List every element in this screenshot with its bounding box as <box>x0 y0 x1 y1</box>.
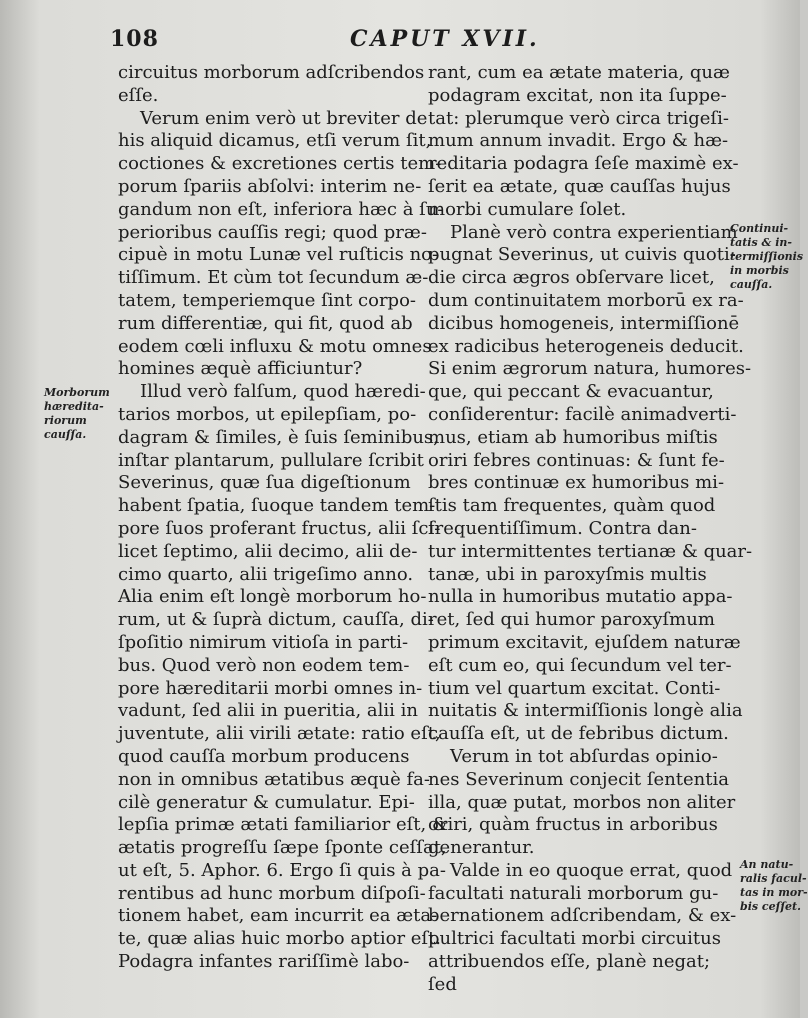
text-line: mum annum invadit. Ergo & hæ- <box>428 130 729 152</box>
text-line: oriri febres continuas: & ſunt fe- <box>428 449 725 471</box>
text-line: cilè generatur & cumulatur. Epi- <box>118 791 415 813</box>
margin-note-line: tas in mor- <box>740 886 808 899</box>
text-line: nuitatis & intermiſſionis longè alia <box>428 700 743 722</box>
text-line: rant, cum ea ætate materia, quæ <box>428 62 730 83</box>
text-line: ætatis progreſſu ſæpe ſponte ceſſat, <box>118 837 447 859</box>
text-line: reditaria podagra ſeſe maximè ex- <box>428 153 739 175</box>
text-line: Alia enim eſt longè morborum ho- <box>118 586 427 608</box>
margin-note-continuity-intermission <box>730 222 804 292</box>
text-line: habent ſpatia, ſuoque tandem tem- <box>118 495 436 517</box>
margin-note-line: riorum <box>44 414 87 427</box>
text-line: Planè verò contra experientiam <box>450 221 738 243</box>
text-line: morbi cumulare ſolet. <box>428 198 627 220</box>
text-line: eſſe. <box>118 84 159 106</box>
text-line: ut eſt, 5. Aphor. 6. Ergo ſi quis à pa- <box>118 859 446 881</box>
right-text-column <box>428 62 753 997</box>
margin-note-natural-faculty <box>740 858 808 914</box>
text-line: licet ſeptimo, alii decimo, alii de- <box>118 540 418 562</box>
text-line: que, qui peccant & evacuantur, <box>428 381 714 403</box>
text-line: generantur. <box>428 837 535 859</box>
text-line: tur intermittentes tertianæ & quar- <box>428 540 753 562</box>
text-line: rum, ut & ſuprà dictum, cauſſa, di- <box>118 609 434 631</box>
text-line: primum excitavit, ejuſdem naturæ <box>428 631 741 653</box>
left-text-column <box>118 62 448 974</box>
text-line: te, quæ alias huic morbo aptior eſt. <box>118 928 442 950</box>
text-line: frequentiſſimum. Contra dan- <box>428 517 697 539</box>
text-line: eſt cum eo, qui ſecundum vel ter- <box>428 654 732 676</box>
text-line: conſiderentur: facilè animadverti- <box>428 403 737 425</box>
text-line: podagram excitat, non ita ſuppe- <box>428 84 727 106</box>
text-line: bus. Quod verò non eodem tem- <box>118 654 410 676</box>
text-line: tatem, temperiemque ſint corpo- <box>118 289 416 311</box>
text-line: lepſia primæ ætati familiarior eſt, & <box>118 814 448 836</box>
text-line: cauſſa eſt, ut de febribus dictum. <box>428 723 729 745</box>
text-line: bres continuæ ex humoribus mi- <box>428 472 725 494</box>
text-line: Verum in tot abſurdas opinio- <box>450 745 718 767</box>
margin-note-line: ralis facul- <box>740 872 807 885</box>
text-line: die circa ægros obſervare licet, <box>428 267 715 289</box>
text-line: ret, ſed qui humor paroxyſmum <box>428 609 715 631</box>
text-line: perioribus cauſſis regi; quod præ- <box>118 221 427 243</box>
text-line: circuitus morborum adſcribendos <box>118 62 425 83</box>
text-line: gandum non eſt, inferiora hæc à ſu- <box>118 198 444 220</box>
text-line: pore hæreditarii morbi omnes in- <box>118 677 423 699</box>
text-line: his aliquid dicamus, etſi verum ſit, <box>118 130 432 152</box>
text-line: pultrici facultati morbi circuitus <box>428 928 721 950</box>
text-line: tiſſimum. Et cùm tot ſecundum æ- <box>118 267 429 289</box>
text-line: facultati naturali morborum gu- <box>428 882 719 904</box>
text-line: rum differentiæ, qui fit, quod ab <box>118 312 413 334</box>
text-line: oriri, quàm fructus in arboribus <box>428 814 718 836</box>
page-header <box>100 22 700 56</box>
text-line: cimo quarto, alii trigeſimo anno. <box>118 563 414 585</box>
text-line: Podagra infantes rariſſimè labo- <box>118 951 410 973</box>
text-line: eodem cœli influxu & motu omnes <box>118 335 432 357</box>
page-number: 108 <box>110 26 159 52</box>
text-line: ſpoſitio nimirum vitioſa in parti- <box>118 631 409 653</box>
text-line: inſtar plantarum, pullulare ſcribit <box>118 449 424 471</box>
margin-note-line: termiſſionis <box>730 250 804 263</box>
text-line: porum ſpariis abſolvi: interim ne- <box>118 175 422 197</box>
margin-note-line: hæredita- <box>44 400 104 413</box>
text-line: ſerit ea ætate, quæ cauſſas hujus <box>428 175 731 197</box>
text-line: homines æquè afficiuntur? <box>118 358 363 380</box>
margin-note-line: tatis & in- <box>730 236 792 249</box>
running-title: CAPUT XVII. <box>350 26 540 52</box>
text-line: tionem habet, eam incurrit ea æta- <box>118 905 438 927</box>
margin-note-line: An natu- <box>740 858 794 871</box>
text-line: tat: plerumque verò circa trigeſi- <box>428 107 729 129</box>
text-line: Verum enim verò ut breviter de <box>140 107 428 129</box>
margin-note-line: in morbis <box>730 264 789 277</box>
text-line: ſed <box>428 973 457 995</box>
text-line: non in omnibus ætatibus æquè fa- <box>118 768 430 790</box>
text-line: cipuè in motu Lunæ vel ruſticis no- <box>118 244 439 266</box>
margin-note-line: bis ceſſet. <box>740 900 801 913</box>
text-line: Si enim ægrorum natura, humores- <box>428 358 752 380</box>
text-line: attribuendos eſſe, planè negat; <box>428 951 711 973</box>
text-line: Valde in eo quoque errat, quod <box>450 859 733 881</box>
text-line: nulla in humoribus mutatio appa- <box>428 586 733 608</box>
text-line: pore ſuos proferant fructus, alii ſci- <box>118 517 441 539</box>
text-line: rentibus ad hunc morbum diſpoſi- <box>118 882 426 904</box>
text-line: vadunt, ſed alii in pueritia, alii in <box>118 700 419 722</box>
text-line: ex radicibus heterogeneis deducit. <box>428 335 744 357</box>
text-line: tanæ, ubi in paroxyſmis multis <box>428 563 707 585</box>
text-line: tarios morbos, ut epilepſiam, po- <box>118 403 417 425</box>
margin-note-line: Morborum <box>44 386 110 399</box>
text-line: dagram & ſimiles, è ſuis ſeminibus, <box>118 426 439 448</box>
text-line: tium vel quartum excitat. Conti- <box>428 677 721 699</box>
margin-note-line: cauſſa. <box>44 428 87 441</box>
text-line: pugnat Severinus, ut cuivis quoti- <box>428 244 736 266</box>
text-line: nes Severinum conjecit ſententia <box>428 768 729 790</box>
text-line: bernationem adſcribendam, & ex- <box>428 905 737 927</box>
text-line: juventute, alii virili ætate: ratio eſt, <box>118 723 441 745</box>
text-line: quod cauſſa morbum producens <box>118 745 410 767</box>
margin-note-line: Continui- <box>730 222 789 235</box>
margin-note-line: cauſſa. <box>730 278 773 291</box>
margin-note-hereditary-causes <box>44 386 116 442</box>
text-line: Illud verò falſum, quod hæredi- <box>140 381 426 403</box>
text-line: mus, etiam ab humoribus miſtis <box>428 426 718 448</box>
text-line: Severinus, quæ ſua digeſtionum <box>118 472 411 494</box>
text-line: coctiones & excretiones certis tem- <box>118 153 442 175</box>
text-line: illa, quæ putat, morbos non aliter <box>428 791 736 813</box>
text-line: dum continuitatem morborū ex ra- <box>428 289 744 311</box>
text-line: dicibus homogeneis, intermiſſionē <box>428 312 740 334</box>
text-line: ſtis tam frequentes, quàm quod <box>428 495 716 517</box>
